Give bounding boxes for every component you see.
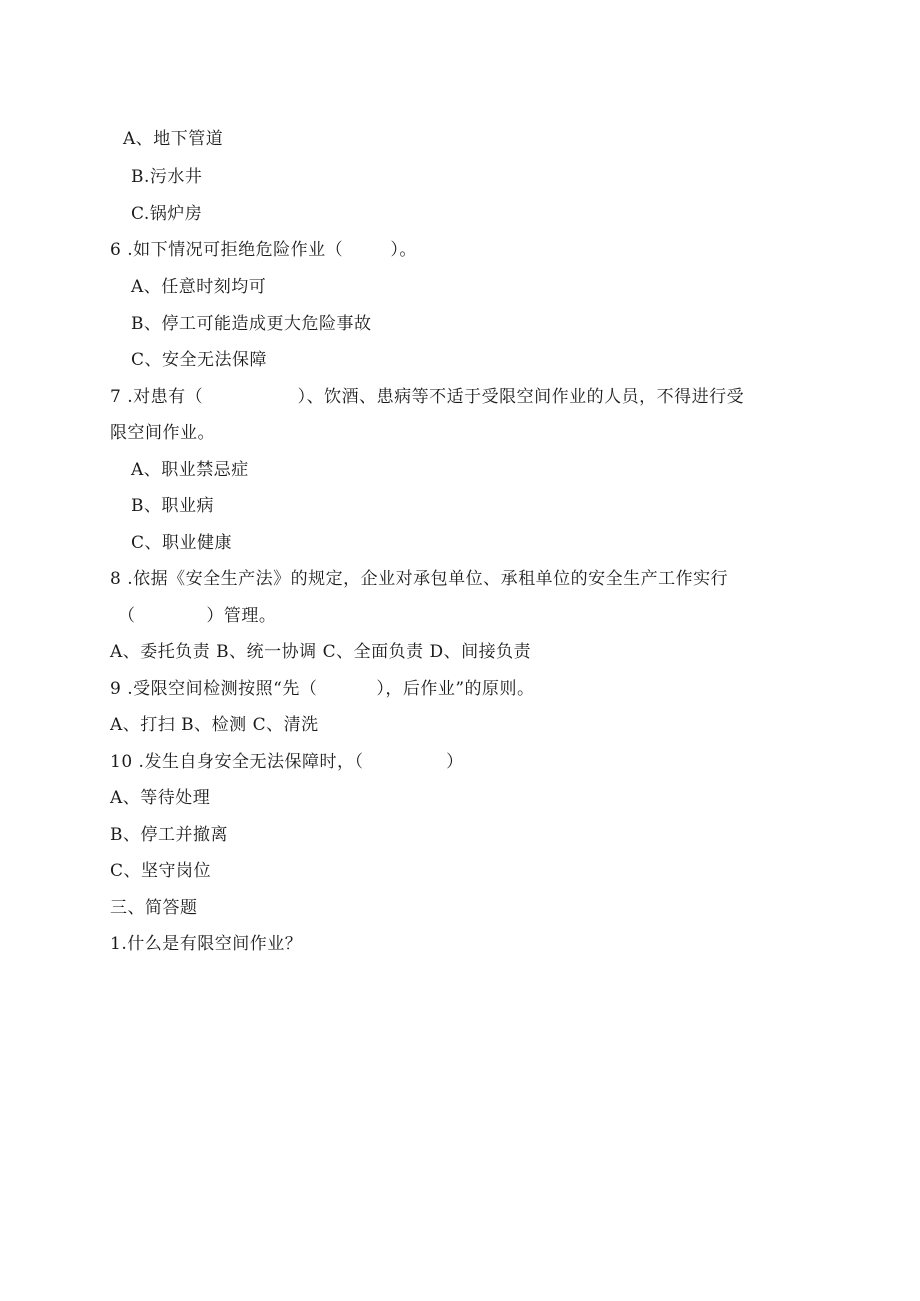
q7-option-c: C、职业健康 <box>131 533 233 553</box>
q7-option-b: B、职业病 <box>131 496 214 516</box>
q5-option-c: C.锅炉房 <box>131 204 203 224</box>
q7-option-a: A、职业禁忌症 <box>131 460 249 480</box>
q8-options: A、委托负责 B、统一协调 C、全面负责 D、间接负责 <box>110 642 532 662</box>
q6-option-b: B、停工可能造成更大危险事故 <box>131 314 372 334</box>
question-7-continued: 限空间作业。 <box>110 423 215 443</box>
q5-option-a: A、地下管道 <box>123 129 224 149</box>
question-7: 7 .对患有（ ）、饮酒、患病等不适于受限空间作业的人员，不得进行受 <box>110 387 745 407</box>
q9-options: A、打扫 B、检测 C、清洗 <box>110 715 319 735</box>
question-9: 9 .受限空间检测按照“先（ ），后作业”的原则。 <box>110 679 535 699</box>
question-10: 10 .发生自身安全无法保障时，（ ） <box>110 752 464 772</box>
q10-option-a: A、等待处理 <box>110 788 211 808</box>
q6-option-c: C、安全无法保障 <box>131 350 268 370</box>
question-8: 8 .依据《安全生产法》的规定，企业对承包单位、承租单位的安全生产工作实行 <box>110 569 729 589</box>
q5-option-b: B.污水井 <box>131 167 203 187</box>
section-heading-short-answer: 三、简答题 <box>110 898 198 918</box>
short-answer-question-1: 1.什么是有限空间作业？ <box>110 934 303 954</box>
q10-option-b: B、停工并撤离 <box>110 825 228 845</box>
question-6: 6 .如下情况可拒绝危险作业（ ）。 <box>110 240 417 260</box>
q6-option-a: A、任意时刻均可 <box>131 277 267 297</box>
q10-option-c: C、坚守岗位 <box>110 861 212 881</box>
question-8-continued: （ ）管理。 <box>118 606 277 626</box>
